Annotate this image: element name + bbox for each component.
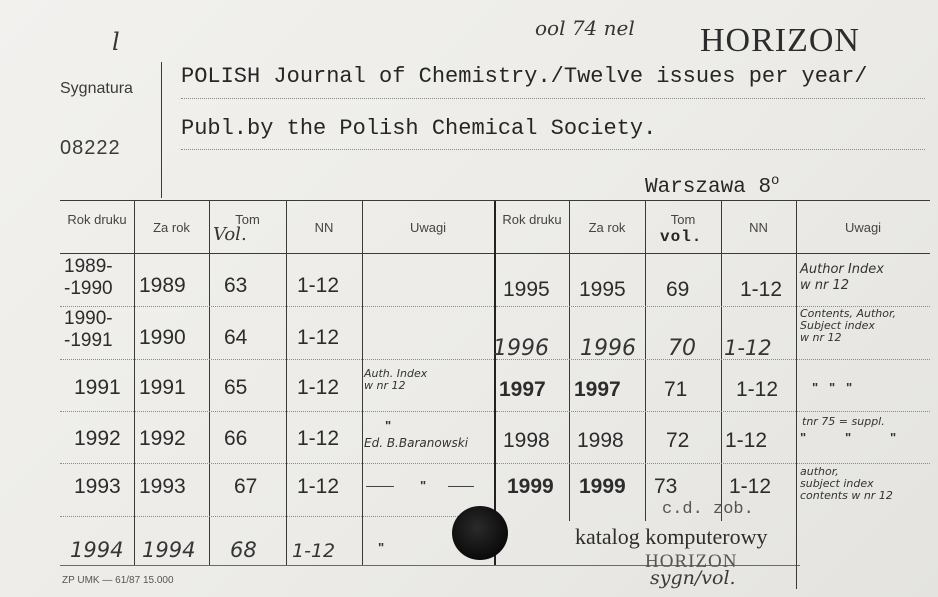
cell-nn: 1-12 — [297, 376, 340, 399]
col-header-uwagi: Uwagi — [844, 220, 882, 235]
row-rule — [60, 359, 494, 360]
cell-tom: 64 — [224, 326, 248, 349]
cell-nn: 1-12 — [724, 336, 772, 360]
row-rule — [60, 306, 494, 307]
dotted-rule — [181, 149, 925, 150]
row-rule — [60, 411, 494, 412]
col-header-uwagi: Uwagi — [409, 220, 447, 235]
cell-rok-druku: 1990- -1991 — [64, 308, 113, 351]
handwritten-initial: l — [112, 28, 120, 56]
column-divider — [134, 201, 135, 565]
publisher-line: Publ.by the Polish Chemical Society. — [181, 116, 657, 141]
cell-uwagi: tnr 75 = suppl. — [802, 415, 885, 428]
handwritten-vol: Vol. — [213, 224, 247, 245]
column-divider — [721, 201, 722, 521]
col-header-nn: NN — [749, 220, 768, 235]
cell-rok-druku: 1992 — [74, 427, 121, 450]
column-divider — [645, 201, 646, 521]
cell-rok-druku: 1997 — [499, 378, 546, 401]
col-header-nn: NN — [314, 220, 334, 235]
row-rule — [60, 516, 494, 517]
cell-tom: 70 — [668, 336, 696, 361]
column-divider — [569, 201, 570, 521]
cell-rok-druku: 1999 — [507, 475, 554, 498]
handwritten-top-note: ool 74 nel — [535, 16, 635, 40]
col-header-rok-druku — [60, 212, 134, 227]
cell-tom: 73 — [654, 475, 678, 498]
dash-mark — [448, 486, 474, 487]
cell-rok-druku: 1989- -1990 — [64, 256, 113, 299]
publisher-stamp: HORIZON — [700, 22, 860, 59]
ditto-mark: " — [845, 430, 852, 445]
cell-uwagi: Ed. B.Baranowski — [364, 436, 469, 450]
cell-uwagi: author, subject index contents w nr 12 — [800, 465, 893, 502]
column-divider — [796, 201, 797, 589]
cell-tom: 66 — [224, 427, 248, 450]
cell-tom: 72 — [666, 429, 690, 452]
row-rule — [496, 463, 930, 464]
cell-rok-druku: 1998 — [503, 429, 550, 452]
sygnatura-divider — [161, 62, 162, 198]
place-name: Warszawa — [645, 176, 746, 199]
format-degree: o — [771, 173, 780, 189]
sygnatura-label: Sygnatura — [60, 80, 133, 97]
vol-stamp: vol. — [660, 228, 703, 246]
ditto-mark: " — [890, 430, 897, 445]
cell-nn: 1-12 — [729, 475, 772, 498]
cell-uwagi: Auth. Index w nr 12 — [364, 367, 428, 392]
cell-tom: 69 — [666, 278, 690, 301]
col-header-rok-druku — [495, 212, 569, 227]
cell-tom: 67 — [234, 475, 258, 498]
cell-nn: 1-12 — [736, 378, 779, 401]
cell-za-rok: 1990 — [139, 326, 186, 349]
cell-tom: 71 — [664, 378, 688, 401]
continuation-line-1: katalog komputerowy — [575, 524, 768, 549]
col-header-label: Rok druku — [67, 212, 127, 227]
title-line: POLISH Journal of Chemistry./Twelve issues per year/ — [181, 64, 868, 89]
punch-hole — [452, 506, 508, 560]
col-header-za-rok: Za rok — [153, 220, 190, 235]
col-header-za-rok: Za rok — [588, 220, 626, 235]
cell-rok-druku: 1991 — [74, 376, 121, 399]
ditto-mark: " — [385, 418, 392, 433]
row-rule — [496, 411, 930, 412]
cell-za-rok: 1999 — [579, 475, 626, 498]
cell-tom: 68 — [230, 538, 257, 562]
row-rule — [60, 463, 494, 464]
cell-nn: 1-12 — [297, 475, 340, 498]
col-header-tom: Tom — [670, 212, 696, 227]
cell-rok-druku: 1993 — [74, 475, 121, 498]
column-divider — [286, 201, 287, 565]
shelf-number: 08222 — [60, 137, 121, 159]
format-number: 8 — [758, 176, 772, 199]
printer-footer: ZP UMK — 61/87 15.000 — [62, 575, 174, 586]
cell-nn: 1-12 — [297, 427, 340, 450]
cell-za-rok: 1996 — [580, 336, 636, 361]
column-divider — [209, 201, 210, 565]
cell-nn: 1-12 — [740, 278, 783, 301]
cell-nn: 1-12 — [725, 429, 768, 452]
cell-uwagi: Contents, Author, Subject index w nr 12 — [800, 307, 896, 344]
cell-za-rok: 1989 — [139, 274, 186, 297]
cell-za-rok: 1993 — [139, 475, 186, 498]
cell-rok-druku: 1994 — [70, 538, 124, 562]
cell-za-rok: 1995 — [579, 278, 626, 301]
cell-za-rok: 1998 — [577, 429, 624, 452]
ditto-mark: " — [800, 430, 807, 445]
continuation-line-3: sygn/vol. — [650, 567, 736, 589]
col-header-label: Rok druku — [502, 212, 562, 227]
cell-za-rok: 1992 — [139, 427, 186, 450]
ditto-mark: " — [420, 478, 427, 493]
cell-tom: 65 — [224, 376, 248, 399]
col-header-tom: Tom — [235, 212, 260, 227]
cell-za-rok: 1994 — [142, 538, 196, 562]
cell-uwagi: Author Index w nr 12 — [800, 262, 884, 293]
place-of-publication — [645, 173, 779, 199]
cell-nn: 1-12 — [297, 326, 340, 349]
cell-za-rok: 1991 — [139, 376, 186, 399]
column-divider — [362, 201, 363, 565]
cell-uwagi: " " " — [812, 380, 853, 395]
cell-nn: 1-12 — [297, 274, 340, 297]
dash-mark — [366, 486, 394, 487]
dotted-rule — [181, 98, 925, 99]
cell-uwagi: " — [378, 540, 385, 555]
cell-rok-druku: 1995 — [503, 278, 550, 301]
cell-za-rok: 1997 — [574, 378, 621, 401]
cell-tom: 63 — [224, 274, 248, 297]
continuation-cd: c.d. zob. — [662, 500, 754, 519]
cell-rok-druku: 1996 — [493, 336, 549, 361]
cell-nn: 1-12 — [292, 540, 336, 562]
continuation-line-2: HORIZON — [645, 551, 738, 572]
row-rule — [496, 359, 930, 360]
